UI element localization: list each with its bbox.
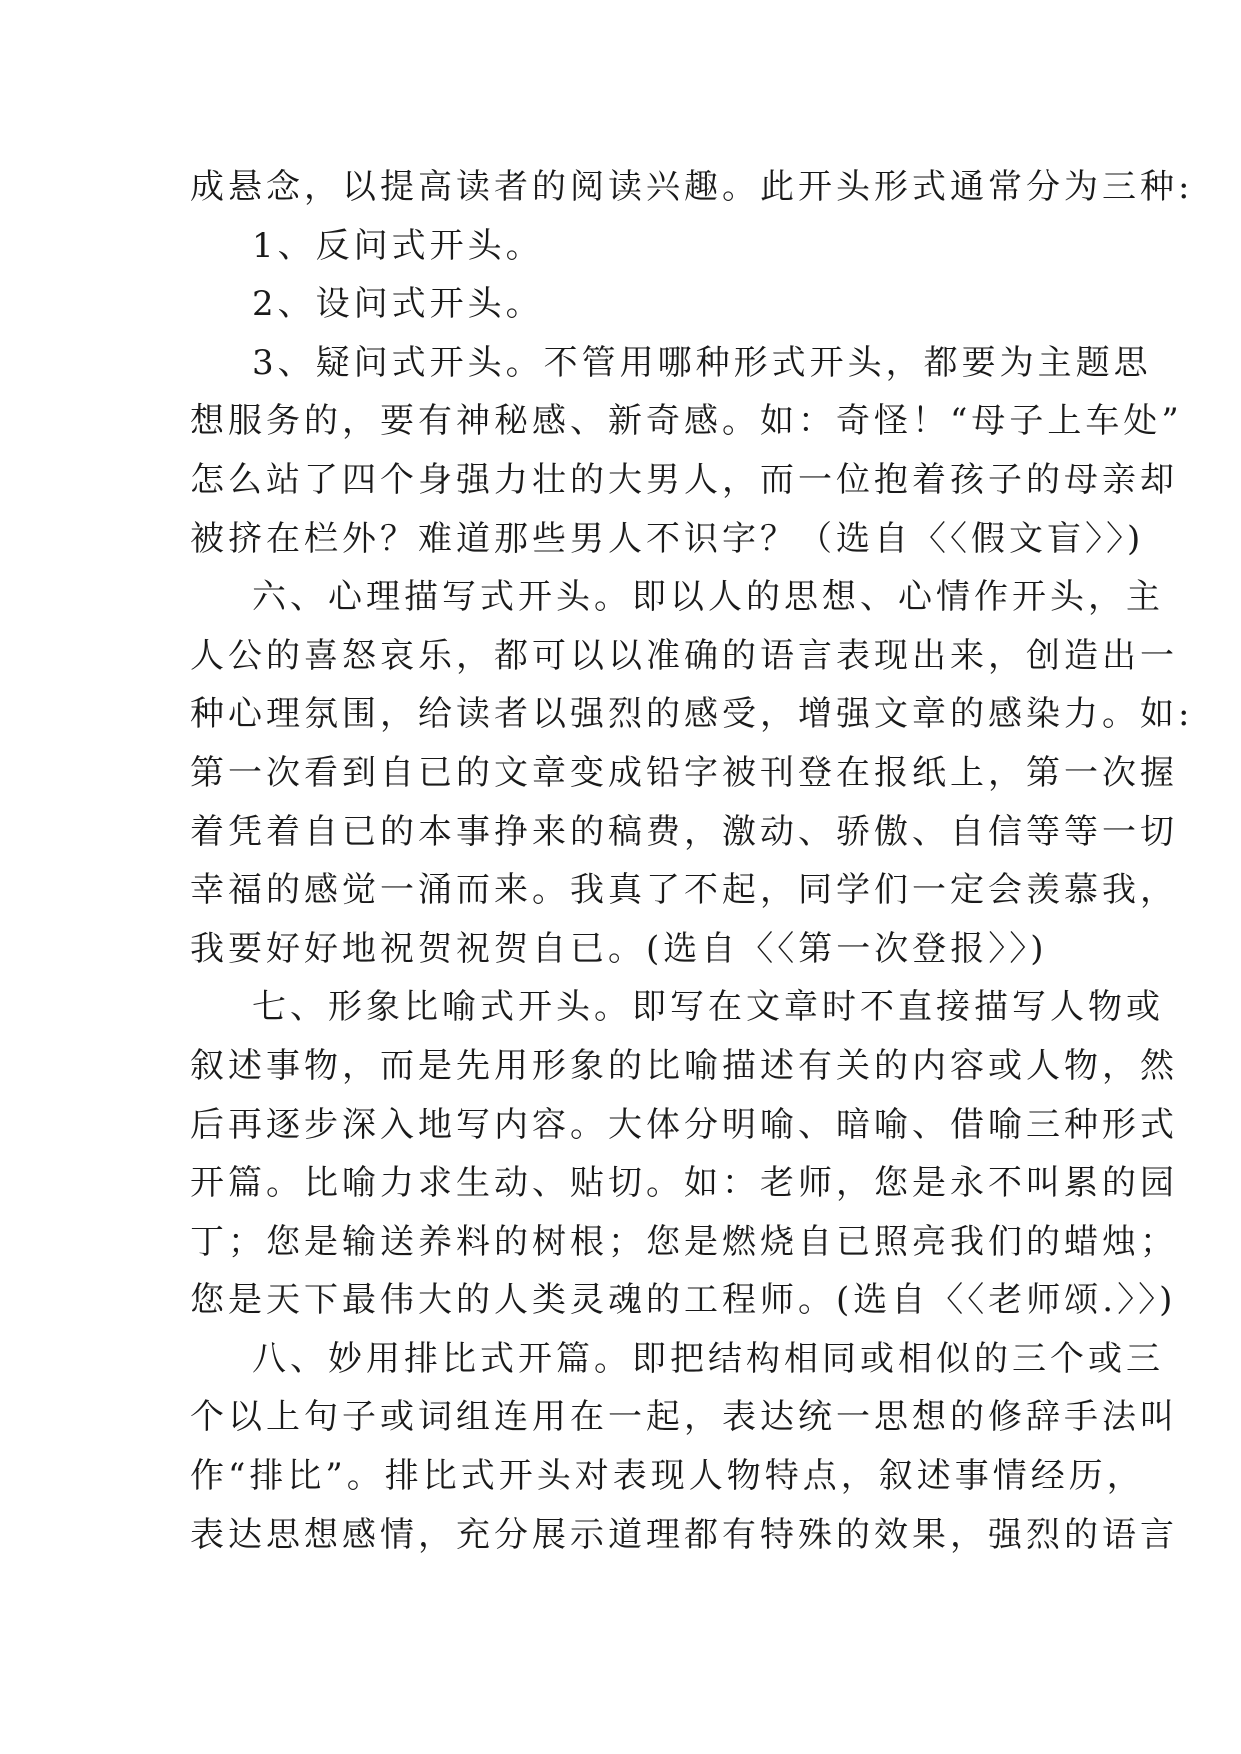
text-line: 着凭着自已的本事挣来的稿费，激动、骄傲、自信等等一切 [190,811,1178,852]
text-line: 1、反问式开头。 [252,225,544,266]
text-line: 后再逐步深入地写内容。大体分明喻、暗喻、借喻三种形式 [190,1104,1178,1145]
text-line: 个以上句子或词组连用在一起，表达统一思想的修辞手法叫 [190,1397,1178,1438]
text-line: 被挤在栏外？难道那些男人不识字？（选自〈〈假文盲〉〉) [190,518,1145,559]
text-line: 幸福的感觉一涌而来。我真了不起，同学们一定会羡慕我， [190,870,1178,911]
text-line: 开篇。比喻力求生动、贴切。如：老师，您是永不叫累的园 [190,1163,1178,1204]
text-line: 作“排比”。排比式开头对表现人物特点，叙述事情经历， [190,1456,1145,1497]
text-line: 表达思想感情，充分展示道理都有特殊的效果，强烈的语言 [190,1514,1178,1555]
text-line: 丁；您是输送养料的树根；您是燃烧自已照亮我们的蜡烛； [190,1221,1178,1262]
text-line: 成悬念，以提高读者的阅读兴趣。此开头形式通常分为三种: [190,167,1194,207]
text-line: 3、疑问式开头。不管用哪种形式开头，都要为主题思 [252,342,1152,383]
text-line: 叙述事物，而是先用形象的比喻描述有关的内容或人物，然 [190,1045,1178,1086]
text-line: 种心理氛围，给读者以强烈的感受，增强文章的感染力。如: [190,694,1194,735]
text-line: 您是天下最伟大的人类灵魂的工程师。(选自〈〈老师颂.〉〉) [190,1280,1177,1321]
text-line: 第一次看到自已的文章变成铅字被刊登在报纸上，第一次握 [190,752,1178,793]
text-line: 想服务的，要有神秘感、新奇感。如：奇怪！“母子上车处” [190,401,1183,442]
text-line: 2、设问式开头。 [252,284,544,325]
text-line: 六、心理描写式开头。即以人的思想、心情作开头，主 [252,577,1164,618]
text-line: 人公的喜怒哀乐，都可以以准确的语言表现出来，创造出一 [190,635,1178,676]
text-line: 七、形象比喻式开头。即写在文章时不直接描写人物或 [252,987,1164,1028]
text-line: 我要好好地祝贺祝贺自已。(选自〈〈第一次登报〉〉) [190,928,1048,969]
text-line: 怎么站了四个身强力壮的大男人，而一位抱着孩子的母亲却 [190,459,1178,500]
body-text [190,158,1194,1564]
text-line: 八、妙用排比式开篇。即把结构相同或相似的三个或三 [252,1338,1164,1379]
